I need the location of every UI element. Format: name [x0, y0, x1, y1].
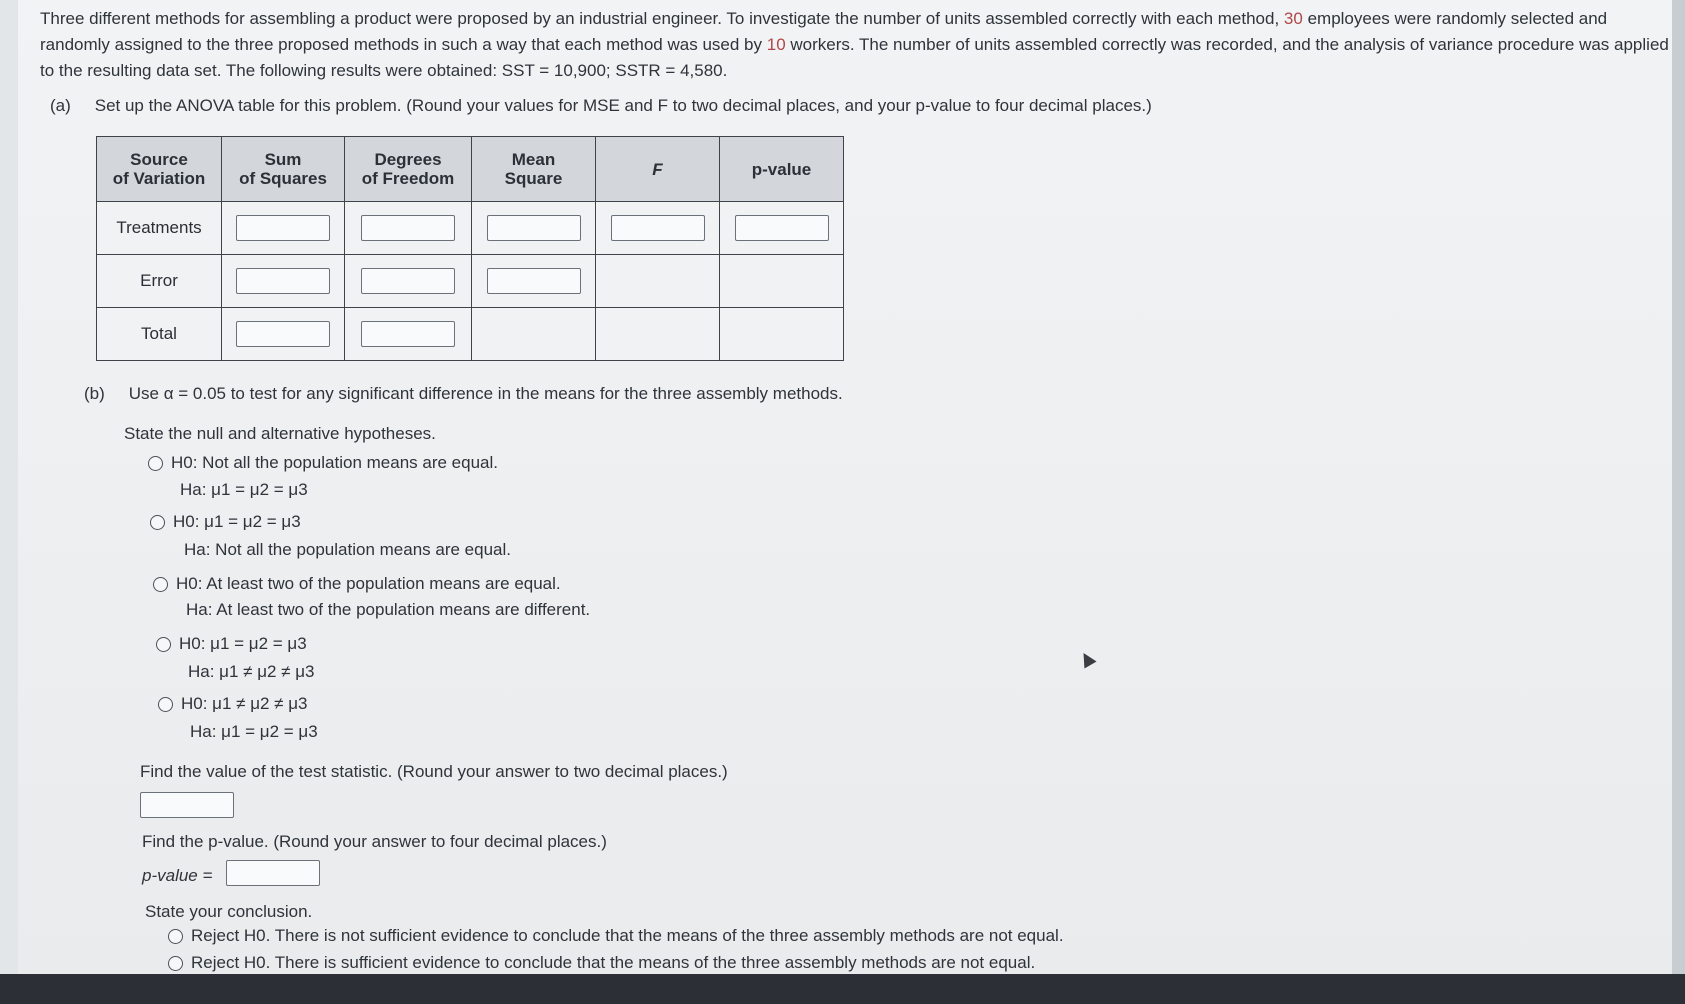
hypotheses-prompt: State the null and alternative hypotheses.	[124, 424, 436, 443]
intro-text-3: workers. The number of units assembled correctly was recorded, and the analysis of variance procedure was applied to the resulting data set. The following results were obtained: SST = 10,900; SSTR = 4,580.	[40, 35, 1669, 80]
treatments-ss-input[interactable]	[236, 215, 330, 241]
problem-statement	[40, 6, 1670, 84]
part-b-text: Use α = 0.05 to test for any significant difference in the means for the three assembly methods.	[128, 384, 843, 403]
cell	[222, 308, 345, 361]
part-a-label: (a)	[50, 96, 71, 115]
cell	[222, 255, 345, 308]
intro-text-2: employees were randomly selected and randomly assigned to the three proposed methods in such a way that each method was used by	[40, 9, 1608, 54]
option-3-h0: H0: At least two of the population means are equal.	[176, 574, 561, 593]
option-1-ha: Ha: μ1 = μ2 = μ3	[180, 480, 308, 499]
option-5-h0: H0: μ1 ≠ μ2 ≠ μ3	[181, 694, 308, 713]
radio-button[interactable]	[156, 637, 171, 652]
hypothesis-option-4[interactable]	[156, 634, 307, 654]
option-4-h0: H0: μ1 = μ2 = μ3	[179, 634, 307, 653]
option-3-ha: Ha: At least two of the population means are different.	[186, 600, 591, 619]
hypothesis-option-1[interactable]	[148, 453, 498, 473]
header-source: Source of Variation	[97, 137, 222, 202]
part-a-text: Set up the ANOVA table for this problem. (Round your values for MSE and F to two decimal places, and your p-value to four decimal places.)	[94, 96, 1152, 115]
part-b-label: (b)	[84, 384, 105, 403]
empty-cell	[596, 255, 720, 308]
row-label-total: Total	[97, 308, 222, 361]
cell	[345, 202, 472, 255]
conclusion-option-1[interactable]	[168, 926, 1064, 946]
option-4-ha: Ha: μ1 ≠ μ2 ≠ μ3	[188, 662, 315, 681]
row-total	[97, 308, 844, 361]
error-df-input[interactable]	[361, 268, 455, 294]
radio-button[interactable]	[158, 697, 173, 712]
row-label-treatments: Treatments	[97, 202, 222, 255]
header-degrees-freedom: Degrees of Freedom	[345, 137, 472, 202]
intro-text-1: Three different methods for assembling a product were proposed by an industrial engineer. To investigate the number of units assembled correctly with each method,	[40, 9, 1280, 28]
radio-button[interactable]	[168, 929, 183, 944]
row-label-error: Error	[97, 255, 222, 308]
cell	[472, 255, 596, 308]
option-2-ha: Ha: Not all the population means are equal.	[184, 540, 511, 559]
empty-cell	[596, 308, 720, 361]
conclusion-1-text: Reject H0. There is not sufficient evidence to conclude that the means of the three assembly methods are not equal.	[191, 926, 1064, 945]
conclusion-prompt: State your conclusion.	[145, 902, 313, 921]
error-ms-input[interactable]	[487, 268, 581, 294]
treatments-pvalue-input[interactable]	[735, 215, 829, 241]
radio-button[interactable]	[150, 515, 165, 530]
row-treatments	[97, 202, 844, 255]
hypothesis-option-5[interactable]	[158, 694, 307, 714]
test-statistic-input[interactable]	[140, 792, 234, 818]
part-a-instructions	[50, 96, 1152, 116]
pvalue-prompt: Find the p-value. (Round your answer to four decimal places.)	[142, 832, 607, 851]
cell	[345, 308, 472, 361]
radio-button[interactable]	[168, 956, 183, 971]
hypothesis-option-3[interactable]	[153, 574, 561, 594]
radio-button[interactable]	[148, 456, 163, 471]
part-b-instructions	[84, 384, 843, 404]
cell	[472, 202, 596, 255]
cell	[596, 202, 720, 255]
test-statistic-prompt: Find the value of the test statistic. (Round your answer to two decimal places.)	[140, 762, 728, 781]
option-5-ha: Ha: μ1 = μ2 = μ3	[190, 722, 318, 741]
anova-table	[96, 136, 844, 361]
cell	[720, 202, 844, 255]
option-2-h0: H0: μ1 = μ2 = μ3	[173, 512, 301, 531]
error-ss-input[interactable]	[236, 268, 330, 294]
row-error	[97, 255, 844, 308]
empty-cell	[720, 255, 844, 308]
pvalue-label: p-value =	[142, 866, 213, 885]
anova-header-row	[97, 137, 844, 202]
worker-count: 10	[766, 35, 786, 54]
conclusion-option-2[interactable]	[168, 953, 1035, 973]
cell	[345, 255, 472, 308]
empty-cell	[472, 308, 596, 361]
treatments-ms-input[interactable]	[487, 215, 581, 241]
pvalue-input[interactable]	[226, 860, 320, 886]
cell	[222, 202, 345, 255]
conclusion-2-text: Reject H0. There is sufficient evidence to conclude that the means of the three assembly methods are not equal.	[191, 953, 1036, 972]
header-mean-square: Mean Square	[472, 137, 596, 202]
total-ss-input[interactable]	[236, 321, 330, 347]
header-p-value: p-value	[720, 137, 844, 202]
empty-cell	[720, 308, 844, 361]
mouse-pointer-icon	[1077, 649, 1096, 668]
header-sum-squares: Sum of Squares	[222, 137, 345, 202]
hypothesis-option-2[interactable]	[150, 512, 301, 532]
employee-count: 30	[1283, 9, 1303, 28]
treatments-f-input[interactable]	[611, 215, 705, 241]
option-1-h0: H0: Not all the population means are equal.	[171, 453, 498, 472]
total-df-input[interactable]	[361, 321, 455, 347]
radio-button[interactable]	[153, 577, 168, 592]
treatments-df-input[interactable]	[361, 215, 455, 241]
bottom-bar	[0, 974, 1685, 1004]
header-f: F	[596, 137, 720, 202]
